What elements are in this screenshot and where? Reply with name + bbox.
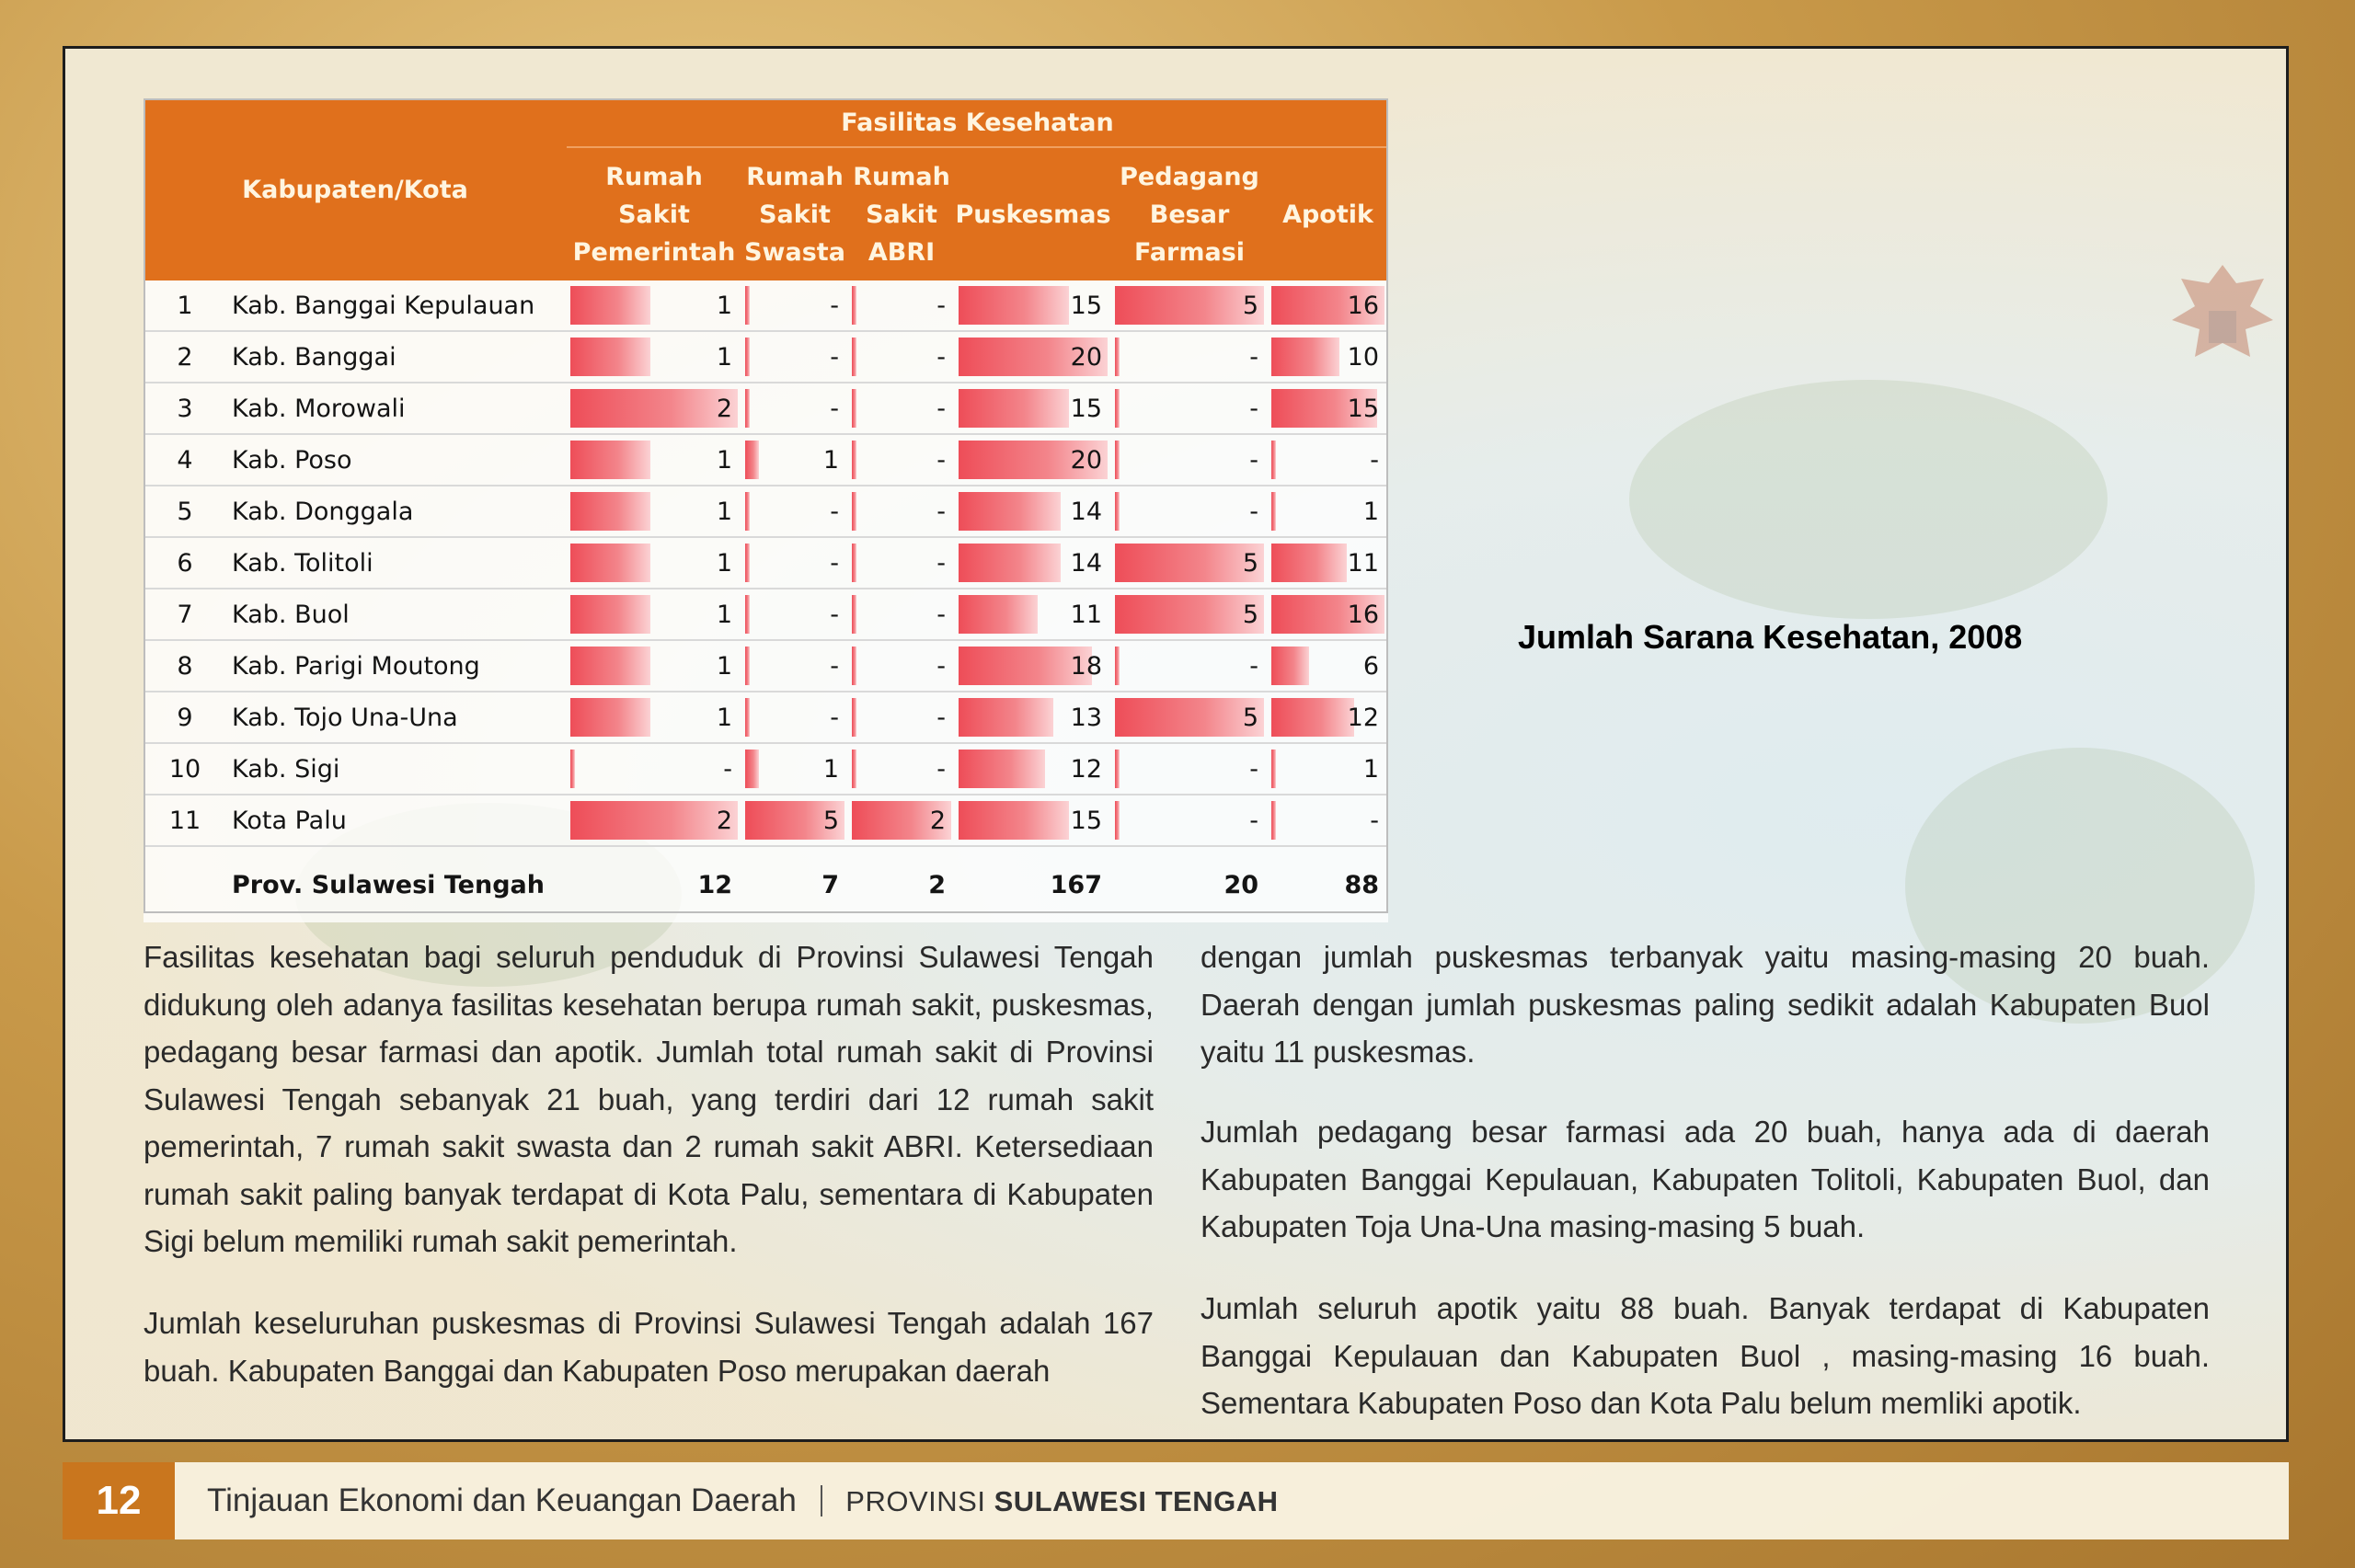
- row-region-name: Kab. Morowali: [226, 383, 567, 434]
- table-row: [144, 640, 1388, 692]
- cell-value: -: [830, 291, 840, 320]
- cell-value: -: [1249, 754, 1259, 784]
- cell-value: 15: [1347, 394, 1380, 423]
- value-cell: [567, 640, 741, 692]
- value-cell: [1268, 280, 1388, 331]
- row-region-name: Kab. Parigi Moutong: [226, 640, 567, 692]
- paragraph-apotik: Jumlah seluruh apotik yaitu 88 buah. Banyak terdapat di Kabupaten Banggai Kepulauan dan Kabupaten Buol , masing-masing 16 buah. Sementara Kabupaten Poso dan Kota Palu belum memliki apotik.: [1200, 1291, 2210, 1420]
- value-cell: [848, 537, 955, 589]
- value-cell: [567, 383, 741, 434]
- value-cell: [955, 434, 1111, 486]
- value-cell: [955, 537, 1111, 589]
- value-cell: [741, 486, 848, 537]
- value-cell: [1111, 331, 1268, 383]
- health-facility-table: [144, 98, 1388, 922]
- row-region-name: Kab. Poso: [226, 434, 567, 486]
- cell-value: 16: [1347, 600, 1380, 629]
- table-row: [144, 331, 1388, 383]
- cell-value: -: [1249, 806, 1259, 835]
- cell-value: -: [830, 497, 840, 526]
- header-col-1: [741, 147, 848, 280]
- paragraph-puskesmas-cont: dengan jumlah puskesmas terbanyak yaitu masing-masing 20 buah. Daerah dengan jumlah puskesmas paling sedikit adalah Kabupaten Buol yaitu 11 puskesmas.: [1200, 940, 2210, 1069]
- cell-value: 20: [1070, 342, 1103, 372]
- footer-title-block: [207, 1462, 1278, 1540]
- table-row: [144, 486, 1388, 537]
- header-col-line: Rumah: [746, 162, 844, 191]
- row-number: 5: [144, 486, 226, 537]
- table-row: [144, 795, 1388, 846]
- page-footer: [63, 1462, 2289, 1539]
- cell-value: 5: [1242, 291, 1259, 320]
- cell-value: 15: [1070, 394, 1103, 423]
- cell-value: 1: [716, 651, 733, 681]
- header-col-0: [567, 147, 741, 280]
- value-cell: [741, 743, 848, 795]
- cell-value: 1: [716, 445, 733, 475]
- cell-value: -: [936, 394, 947, 423]
- cell-value: 5: [1242, 548, 1259, 578]
- cell-value: 18: [1070, 651, 1103, 681]
- cell-value: -: [936, 548, 947, 578]
- cell-value: 14: [1070, 497, 1103, 526]
- cell-value: -: [830, 651, 840, 681]
- cell-value: 10: [1347, 342, 1380, 372]
- row-region-name: Kab. Donggala: [226, 486, 567, 537]
- value-cell: [1268, 331, 1388, 383]
- header-col-line: Apotik: [1282, 200, 1373, 229]
- cell-value: -: [936, 703, 947, 732]
- cell-value: 1: [822, 754, 840, 784]
- value-cell: [1111, 640, 1268, 692]
- header-col-line: Sakit: [759, 200, 831, 229]
- header-col-line: Rumah Sakit: [605, 162, 703, 229]
- value-cell: [741, 383, 848, 434]
- cell-value: -: [830, 703, 840, 732]
- table-row: [144, 280, 1388, 331]
- value-cell: [955, 486, 1111, 537]
- total-value-text: 88: [1344, 870, 1380, 899]
- cell-value: 1: [1362, 497, 1380, 526]
- value-cell: [955, 383, 1111, 434]
- value-cell: [567, 434, 741, 486]
- value-cell: [1111, 280, 1268, 331]
- header-col-4: [1111, 147, 1268, 280]
- total-value: [567, 846, 741, 922]
- value-cell: [1268, 692, 1388, 743]
- value-cell: [1111, 383, 1268, 434]
- value-cell: [1111, 537, 1268, 589]
- cell-value: 1: [822, 445, 840, 475]
- row-region-name: Kota Palu: [226, 795, 567, 846]
- total-value: [741, 846, 848, 922]
- map-background-land: [1629, 380, 2108, 619]
- cell-value: -: [936, 754, 947, 784]
- value-cell: [848, 486, 955, 537]
- paragraph-pharma: Jumlah pedagang besar farmasi ada 20 buah, hanya ada di daerah Kabupaten Banggai Kepulauan, Kabupaten Tolitoli, Kabupaten Buol, dan Kabupaten Toja Una-Una masing-masing 5 buah.: [1200, 1115, 2210, 1243]
- value-cell: [848, 331, 955, 383]
- cell-value: -: [936, 291, 947, 320]
- paragraph-puskesmas: Jumlah keseluruhan puskesmas di Provinsi Sulawesi Tengah adalah 167 buah. Kabupaten Banggai dan Kabupaten Poso merupakan daerah: [144, 1306, 1154, 1388]
- value-cell: [955, 280, 1111, 331]
- cell-value: -: [830, 342, 840, 372]
- cell-value: -: [1249, 342, 1259, 372]
- row-region-name: Kab. Banggai Kepulauan: [226, 280, 567, 331]
- row-number: 10: [144, 743, 226, 795]
- table-row: [144, 589, 1388, 640]
- cell-value: 2: [716, 394, 733, 423]
- row-number: 6: [144, 537, 226, 589]
- cell-value: 15: [1070, 291, 1103, 320]
- cell-value: -: [936, 651, 947, 681]
- cell-value: 1: [716, 548, 733, 578]
- value-cell: [848, 383, 955, 434]
- value-cell: [1111, 743, 1268, 795]
- cell-value: -: [936, 600, 947, 629]
- value-cell: [1111, 434, 1268, 486]
- value-cell: [567, 486, 741, 537]
- value-cell: [848, 280, 955, 331]
- value-cell: [1268, 589, 1388, 640]
- header-col-line: Pedagang: [1120, 162, 1259, 191]
- table-row: [144, 537, 1388, 589]
- value-cell: [955, 589, 1111, 640]
- cell-value: 12: [1070, 754, 1103, 784]
- header-col-2: [848, 147, 955, 280]
- total-row: [144, 846, 1388, 922]
- value-cell: [848, 640, 955, 692]
- table-row: [144, 743, 1388, 795]
- cell-value: -: [1249, 394, 1259, 423]
- header-col-line: Swasta: [744, 237, 845, 267]
- cell-value: -: [830, 394, 840, 423]
- row-number: 8: [144, 640, 226, 692]
- cell-value: 2: [716, 806, 733, 835]
- cell-value: 15: [1070, 806, 1103, 835]
- value-cell: [955, 795, 1111, 846]
- value-cell: [848, 589, 955, 640]
- cell-value: -: [1249, 651, 1259, 681]
- cell-value: -: [1249, 445, 1259, 475]
- value-cell: [741, 692, 848, 743]
- cell-value: 13: [1070, 703, 1103, 732]
- cell-value: 5: [822, 806, 840, 835]
- value-cell: [955, 640, 1111, 692]
- chart-title: Jumlah Sarana Kesehatan, 2008: [1518, 618, 2023, 656]
- total-value: [955, 846, 1111, 922]
- header-col-line: ABRI: [867, 237, 936, 267]
- cell-value: -: [830, 548, 840, 578]
- footer-title: Tinjauan Ekonomi dan Keuangan Daerah: [207, 1482, 797, 1518]
- cell-value: 12: [1347, 703, 1380, 732]
- table-row: [144, 383, 1388, 434]
- cell-value: -: [936, 497, 947, 526]
- value-cell: [1268, 537, 1388, 589]
- value-cell: [567, 589, 741, 640]
- row-region-name: Kab. Buol: [226, 589, 567, 640]
- value-cell: [1268, 383, 1388, 434]
- total-value: [1111, 846, 1268, 922]
- footer-province-prefix: PROVINSI: [845, 1485, 986, 1517]
- value-cell: [1268, 640, 1388, 692]
- total-value-text: 7: [821, 870, 840, 899]
- garuda-emblem-icon: [2163, 256, 2282, 394]
- total-value-text: 12: [697, 870, 733, 899]
- value-cell: [741, 280, 848, 331]
- row-number: 9: [144, 692, 226, 743]
- value-cell: [741, 640, 848, 692]
- total-blank: [144, 846, 226, 922]
- value-cell: [1268, 743, 1388, 795]
- value-cell: [1268, 486, 1388, 537]
- total-value-text: 2: [928, 870, 947, 899]
- value-cell: [567, 280, 741, 331]
- cell-value: 6: [1362, 651, 1380, 681]
- cell-value: 11: [1070, 600, 1103, 629]
- row-number: 2: [144, 331, 226, 383]
- cell-value: -: [1370, 806, 1380, 835]
- total-value: [848, 846, 955, 922]
- table-row: [144, 434, 1388, 486]
- header-col-line: Pemerintah: [572, 237, 736, 267]
- value-cell: [1111, 795, 1268, 846]
- total-value-text: 20: [1223, 870, 1259, 899]
- value-cell: [1111, 589, 1268, 640]
- cell-value: 5: [1242, 600, 1259, 629]
- total-value-text: 167: [1050, 870, 1103, 899]
- value-cell: [741, 589, 848, 640]
- cell-value: -: [936, 342, 947, 372]
- value-cell: [741, 795, 848, 846]
- header-col-line: Rumah: [853, 162, 950, 191]
- value-cell: [955, 331, 1111, 383]
- row-number: 4: [144, 434, 226, 486]
- header-col-line: Farmasi: [1133, 237, 1246, 267]
- value-cell: [567, 743, 741, 795]
- cell-value: 16: [1347, 291, 1380, 320]
- footer-divider: [821, 1485, 822, 1516]
- total-label: Prov. Sulawesi Tengah: [226, 846, 567, 922]
- cell-value: 1: [716, 291, 733, 320]
- value-cell: [1111, 692, 1268, 743]
- header-facility-group: Fasilitas Kesehatan: [567, 98, 1388, 147]
- row-number: 1: [144, 280, 226, 331]
- cell-value: 1: [716, 342, 733, 372]
- cell-value: 1: [716, 497, 733, 526]
- table-row: [144, 692, 1388, 743]
- value-cell: [1111, 486, 1268, 537]
- value-cell: [567, 331, 741, 383]
- cell-value: 2: [929, 806, 947, 835]
- value-cell: [1268, 434, 1388, 486]
- header-col-5: [1268, 147, 1388, 280]
- value-cell: [741, 434, 848, 486]
- header-col-line: Sakit: [866, 200, 937, 229]
- header-col-line: Besar: [1149, 200, 1230, 229]
- value-cell: [848, 795, 955, 846]
- row-region-name: Kab. Tolitoli: [226, 537, 567, 589]
- cell-value: 5: [1242, 703, 1259, 732]
- value-cell: [741, 537, 848, 589]
- value-cell: [848, 692, 955, 743]
- row-number: 3: [144, 383, 226, 434]
- footer-province-name: SULAWESI TENGAH: [994, 1485, 1279, 1517]
- value-cell: [848, 434, 955, 486]
- paragraph-hospitals: Fasilitas kesehatan bagi seluruh penduduk di Provinsi Sulawesi Tengah didukung oleh adanya fasilitas kesehatan berupa rumah sakit, puskesmas, pedagang besar farmasi dan apotik. Jumlah total rumah sakit di Provinsi Sulawesi Tengah sebanyak 21 buah, yang terdiri dari 12 rumah sakit pemerintah, 7 rumah sakit swasta dan 2 rumah sakit ABRI. Ketersediaan rumah sakit paling banyak terdapat di Kota Palu, sementara di Kabupaten Sigi belum memiliki rumah sakit pemerintah.: [144, 940, 1154, 1258]
- cell-value: -: [1370, 445, 1380, 475]
- row-region-name: Kab. Banggai: [226, 331, 567, 383]
- cell-value: 11: [1347, 548, 1380, 578]
- header-region: Kabupaten/Kota: [144, 98, 567, 280]
- footer-province: [845, 1485, 1278, 1517]
- cell-value: -: [830, 600, 840, 629]
- cell-value: 1: [716, 600, 733, 629]
- row-region-name: Kab. Tojo Una-Una: [226, 692, 567, 743]
- cell-value: 20: [1070, 445, 1103, 475]
- cell-value: -: [723, 754, 733, 784]
- value-cell: [567, 537, 741, 589]
- header-col-3: [955, 147, 1111, 280]
- total-value: [1268, 846, 1388, 922]
- row-region-name: Kab. Sigi: [226, 743, 567, 795]
- cell-value: 1: [1362, 754, 1380, 784]
- value-cell: [567, 795, 741, 846]
- value-cell: [741, 331, 848, 383]
- value-cell: [955, 743, 1111, 795]
- page-number: 12: [63, 1462, 175, 1539]
- cell-value: 14: [1070, 548, 1103, 578]
- value-cell: [848, 743, 955, 795]
- value-cell: [1268, 795, 1388, 846]
- row-number: 11: [144, 795, 226, 846]
- cell-value: 1: [716, 703, 733, 732]
- cell-value: -: [936, 445, 947, 475]
- header-col-line: Puskesmas: [955, 200, 1111, 229]
- cell-value: -: [1249, 497, 1259, 526]
- row-number: 7: [144, 589, 226, 640]
- value-cell: [955, 692, 1111, 743]
- value-cell: [567, 692, 741, 743]
